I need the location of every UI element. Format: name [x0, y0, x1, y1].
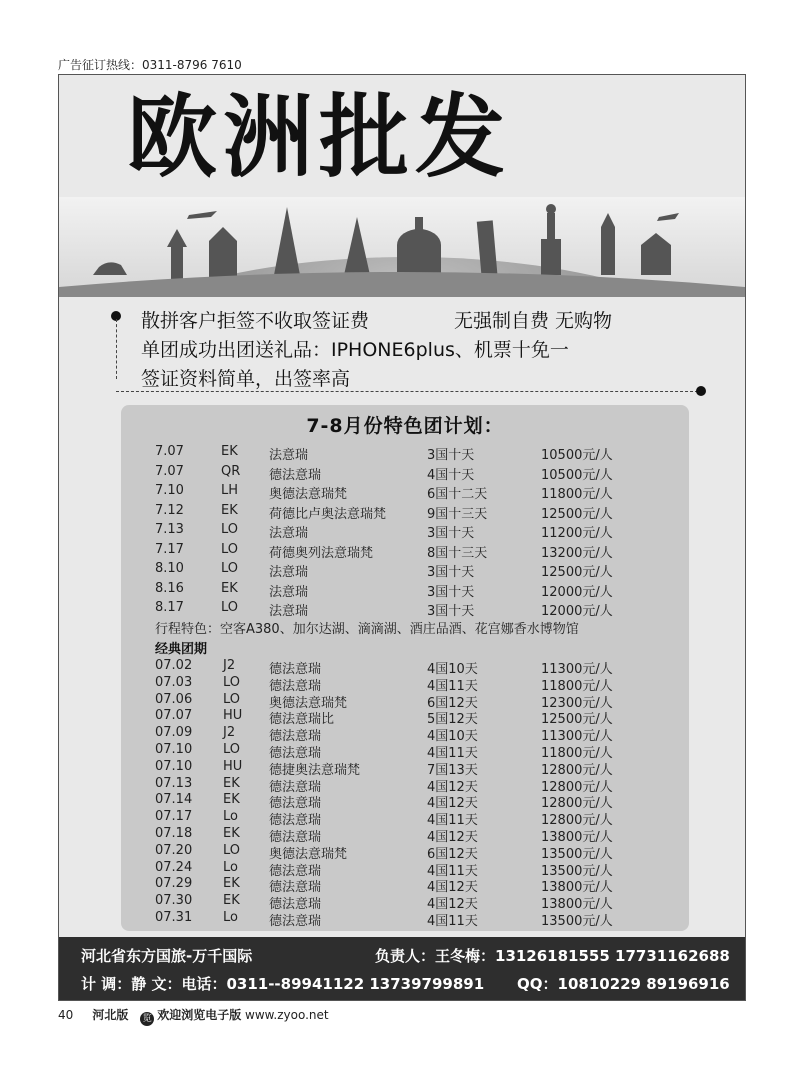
row-countries: 德法意瑞 [269, 662, 322, 677]
row-duration: 4国12天 [427, 897, 478, 913]
dispatcher-contact: 计 调：静 文：电话：0311--89941122 13739799891 [81, 975, 485, 993]
table-row [155, 483, 675, 503]
bullet-dot-right [696, 386, 706, 396]
row-countries: 德法意瑞 [269, 863, 322, 879]
row-airline: Lo [223, 809, 238, 825]
table-row [155, 860, 675, 877]
row-airline: EK [223, 893, 240, 909]
row-countries: 奥德法意瑞梵 [269, 846, 348, 862]
row-price: 11200元/人 [541, 526, 613, 541]
row-countries: 德法意瑞 [269, 796, 322, 812]
row-date: 07.09 [155, 725, 193, 741]
row-countries: 德法意瑞 [269, 729, 322, 745]
table-row [155, 759, 675, 776]
row-airline: LO [221, 600, 239, 615]
row-price: 13800元/人 [541, 880, 613, 896]
row-price: 13800元/人 [541, 829, 613, 845]
row-countries: 德捷奥法意瑞梵 [269, 762, 361, 778]
row-airline: EK [221, 502, 238, 518]
row-date: 7.13 [155, 522, 184, 537]
row-airline: EK [223, 876, 240, 892]
table-row [155, 809, 675, 829]
row-duration: 9国十三天 [427, 506, 488, 522]
row-countries: 荷德比卢奥法意瑞梵 [269, 506, 387, 522]
selling-point-3: 签证资料简单，出签率高 [141, 368, 351, 390]
selling-point-1 [141, 307, 612, 336]
row-countries: 德法意瑞 [269, 678, 322, 694]
row-price: 12000元/人 [541, 604, 613, 619]
row-duration: 6国12天 [427, 695, 478, 711]
table-row [155, 792, 675, 812]
europe-landmarks-banner [59, 197, 745, 297]
table-row [155, 600, 675, 620]
row-duration: 4国12天 [427, 779, 478, 795]
row-price: 11300元/人 [541, 729, 613, 745]
row-duration: 8国十三天 [427, 545, 488, 561]
row-date: 7.17 [155, 541, 184, 557]
row-duration: 3国十天 [427, 584, 475, 600]
row-date: 07.13 [155, 775, 193, 791]
row-airline: EK [221, 580, 238, 596]
row-airline: EK [221, 444, 238, 459]
table-row [155, 522, 675, 542]
row-countries: 法意瑞 [269, 565, 309, 580]
row-airline: EK [223, 775, 240, 791]
row-airline: LO [223, 674, 241, 690]
row-countries: 德法意瑞 [269, 467, 322, 483]
row-date: 7.07 [155, 444, 184, 459]
row-airline: QR [221, 463, 241, 479]
row-price: 11800元/人 [541, 487, 613, 502]
selling-point-no-shopping: 无强制自费 无购物 [454, 310, 613, 332]
row-date: 8.17 [155, 600, 184, 615]
table-row [155, 826, 675, 843]
row-price: 10500元/人 [541, 467, 613, 483]
table-row [155, 444, 675, 464]
row-date: 07.20 [155, 842, 193, 858]
table-row [155, 581, 675, 601]
row-countries: 德法意瑞 [269, 897, 322, 913]
table-row [155, 675, 675, 692]
selling-points [141, 307, 612, 394]
row-duration: 3国十天 [427, 604, 475, 619]
row-airline: HU [223, 708, 243, 724]
row-duration: 4国10天 [427, 662, 478, 677]
row-price: 10500元/人 [541, 448, 613, 463]
table-row [155, 708, 675, 728]
table-row [155, 742, 675, 759]
row-date: 07.29 [155, 876, 193, 892]
row-airline: EK [223, 792, 240, 808]
row-date: 07.18 [155, 825, 193, 841]
row-price: 13500元/人 [541, 913, 613, 929]
row-date: 7.12 [155, 502, 184, 518]
ad-frame [58, 74, 746, 1001]
row-date: 07.24 [155, 859, 193, 875]
row-airline: J2 [223, 658, 236, 673]
row-price: 12800元/人 [541, 779, 613, 795]
manager-contact: 负责人：王冬梅：13126181555 17731162688 [375, 947, 730, 965]
welcome-text: 欢迎浏览电子版 [157, 1008, 242, 1022]
row-duration: 4国11天 [427, 745, 478, 761]
row-duration: 4国11天 [427, 863, 478, 879]
row-airline: Lo [223, 859, 238, 875]
table-row [155, 464, 675, 484]
contact-footer [59, 937, 745, 1000]
selling-point-2: 单团成功出团送礼品：IPHONE6plus、机票十免一 [141, 339, 569, 361]
special-tours-table [155, 444, 675, 620]
row-duration: 4国11天 [427, 913, 478, 929]
row-date: 07.30 [155, 893, 193, 909]
row-date: 07.10 [155, 758, 193, 774]
table-row [155, 893, 675, 913]
row-airline: LO [221, 561, 239, 576]
row-airline: LO [221, 522, 239, 537]
special-tours-title: 7-8月份特色团计划： [306, 415, 504, 437]
row-price: 12800元/人 [541, 813, 613, 829]
row-countries: 法意瑞 [269, 526, 309, 541]
row-date: 07.06 [155, 691, 193, 707]
row-date: 7.10 [155, 483, 184, 498]
row-date: 07.02 [155, 658, 193, 673]
row-price: 12800元/人 [541, 796, 613, 812]
website-link[interactable]: www.zyoo.net [245, 1008, 329, 1022]
row-duration: 3国十天 [427, 526, 475, 541]
table-row [155, 503, 675, 523]
row-duration: 7国13天 [427, 762, 478, 778]
row-countries: 荷德奥列法意瑞梵 [269, 545, 374, 561]
row-date: 07.03 [155, 674, 193, 690]
table-row [155, 725, 675, 745]
row-airline: LO [221, 541, 239, 557]
classic-tours-title: 经典团期 [155, 642, 208, 657]
row-date: 07.10 [155, 741, 193, 757]
row-countries: 德法意瑞 [269, 913, 322, 929]
row-duration: 4国11天 [427, 813, 478, 829]
table-row [155, 658, 675, 675]
row-countries: 德法意瑞 [269, 829, 322, 845]
browse-icon: 览 [140, 1012, 154, 1026]
row-countries: 法意瑞 [269, 604, 309, 619]
row-countries: 奥德法意瑞梵 [269, 695, 348, 711]
table-row [155, 542, 675, 562]
row-price: 11800元/人 [541, 745, 613, 761]
row-duration: 5国12天 [427, 712, 478, 728]
row-price: 11300元/人 [541, 662, 613, 677]
row-date: 8.10 [155, 561, 184, 576]
row-date: 7.07 [155, 463, 184, 479]
table-row [155, 843, 675, 860]
row-airline: EK [223, 825, 240, 841]
row-duration: 4国12天 [427, 880, 478, 896]
row-price: 12500元/人 [541, 506, 613, 522]
row-price: 12000元/人 [541, 584, 613, 600]
row-duration: 4国十天 [427, 467, 475, 483]
company-name: 河北省东方国旅-万千国际 [81, 947, 253, 965]
row-airline: J2 [223, 725, 236, 741]
row-date: 07.07 [155, 708, 193, 724]
row-price: 12500元/人 [541, 712, 613, 728]
row-airline: LO [223, 842, 241, 858]
row-countries: 德法意瑞 [269, 779, 322, 795]
row-countries: 奥德法意瑞梵 [269, 487, 348, 502]
row-price: 13800元/人 [541, 897, 613, 913]
row-duration: 6国12天 [427, 846, 478, 862]
row-countries: 德法意瑞 [269, 745, 322, 761]
selling-point-visa: 散拼客户拒签不收取签证费 [141, 310, 370, 332]
row-countries: 德法意瑞比 [269, 712, 335, 728]
itinerary-features: 行程特色：空客A380、加尔达湖、滴滴湖、酒庄品酒、花宫娜香水博物馆 [155, 622, 579, 637]
table-row [155, 776, 675, 793]
qq-contact: QQ：10810229 89196916 [517, 975, 730, 993]
table-row [155, 910, 675, 927]
row-duration: 4国11天 [427, 678, 478, 694]
row-price: 12800元/人 [541, 762, 613, 778]
row-airline: LO [223, 741, 241, 757]
row-price: 12500元/人 [541, 565, 613, 580]
row-airline: Lo [223, 909, 238, 925]
page-footer [58, 1006, 329, 1026]
row-date: 07.31 [155, 909, 193, 925]
dashed-connector [116, 319, 117, 379]
page-number: 40 [58, 1008, 74, 1022]
row-date: 07.17 [155, 809, 193, 825]
edition-label: 河北版 [92, 1008, 129, 1022]
row-date: 07.14 [155, 792, 193, 808]
row-airline: HU [223, 758, 243, 774]
table-row [155, 876, 675, 896]
classic-tours-table [155, 658, 675, 927]
row-price: 12300元/人 [541, 695, 613, 711]
headline: 欧洲批发 [127, 85, 511, 190]
row-airline: LO [223, 691, 241, 707]
row-duration: 3国十天 [427, 448, 475, 463]
row-airline: LH [221, 483, 239, 498]
row-countries: 法意瑞 [269, 584, 309, 600]
row-duration: 3国十天 [427, 565, 475, 580]
row-duration: 4国12天 [427, 796, 478, 812]
row-price: 11800元/人 [541, 678, 613, 694]
table-row [155, 692, 675, 709]
row-countries: 德法意瑞 [269, 880, 322, 896]
row-countries: 德法意瑞 [269, 813, 322, 829]
row-duration: 4国12天 [427, 829, 478, 845]
table-row [155, 561, 675, 581]
row-price: 13200元/人 [541, 545, 613, 561]
row-price: 13500元/人 [541, 863, 613, 879]
row-duration: 6国十二天 [427, 487, 488, 502]
row-countries: 法意瑞 [269, 448, 309, 463]
ad-hotline: 广告征订热线：0311-8796 7610 [58, 58, 242, 72]
row-date: 8.16 [155, 580, 184, 596]
row-price: 13500元/人 [541, 846, 613, 862]
row-duration: 4国10天 [427, 729, 478, 745]
